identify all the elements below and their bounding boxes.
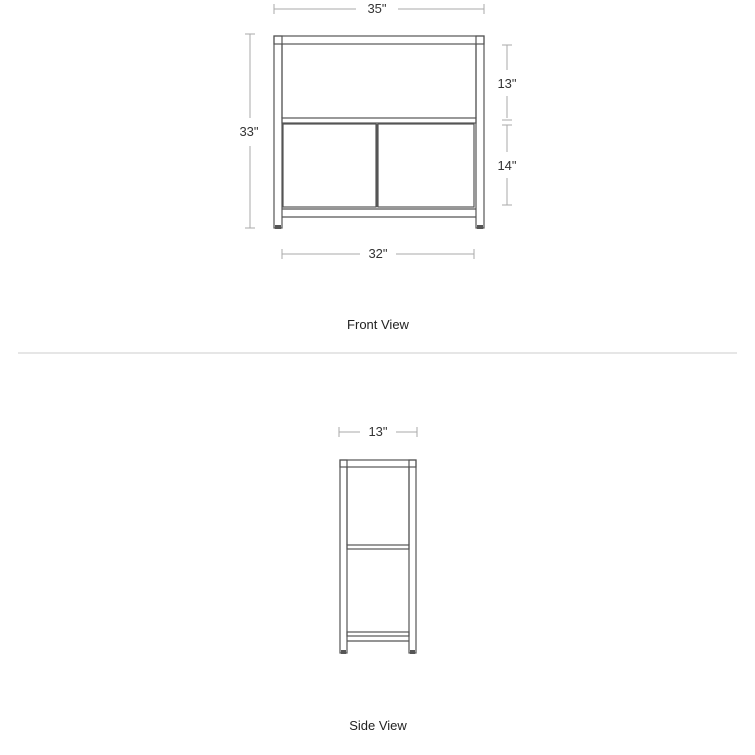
left-door [283, 124, 376, 207]
front-view-caption: Front View [347, 317, 409, 332]
depth-label: 13" [368, 424, 388, 439]
inner-width-label: 32" [368, 246, 388, 261]
upper-opening-label: 13" [497, 76, 517, 91]
front-cabinet-outline [274, 36, 484, 229]
overall-width-label: 35" [367, 1, 387, 16]
side-view-caption: Side View [349, 718, 407, 733]
dimension-upper-opening [497, 45, 516, 120]
cabinet-height-label: 14" [497, 158, 517, 173]
front-view [239, 1, 516, 332]
dimension-overall-width [274, 1, 484, 16]
right-door [378, 124, 474, 207]
overall-height-label: 33" [239, 124, 259, 139]
side-cabinet-outline [340, 460, 416, 654]
dimension-overall-height [239, 34, 258, 228]
dimension-cabinet-height [497, 125, 516, 205]
side-view [339, 424, 417, 733]
dimension-depth [339, 424, 417, 439]
dimension-inner-width [282, 246, 474, 261]
